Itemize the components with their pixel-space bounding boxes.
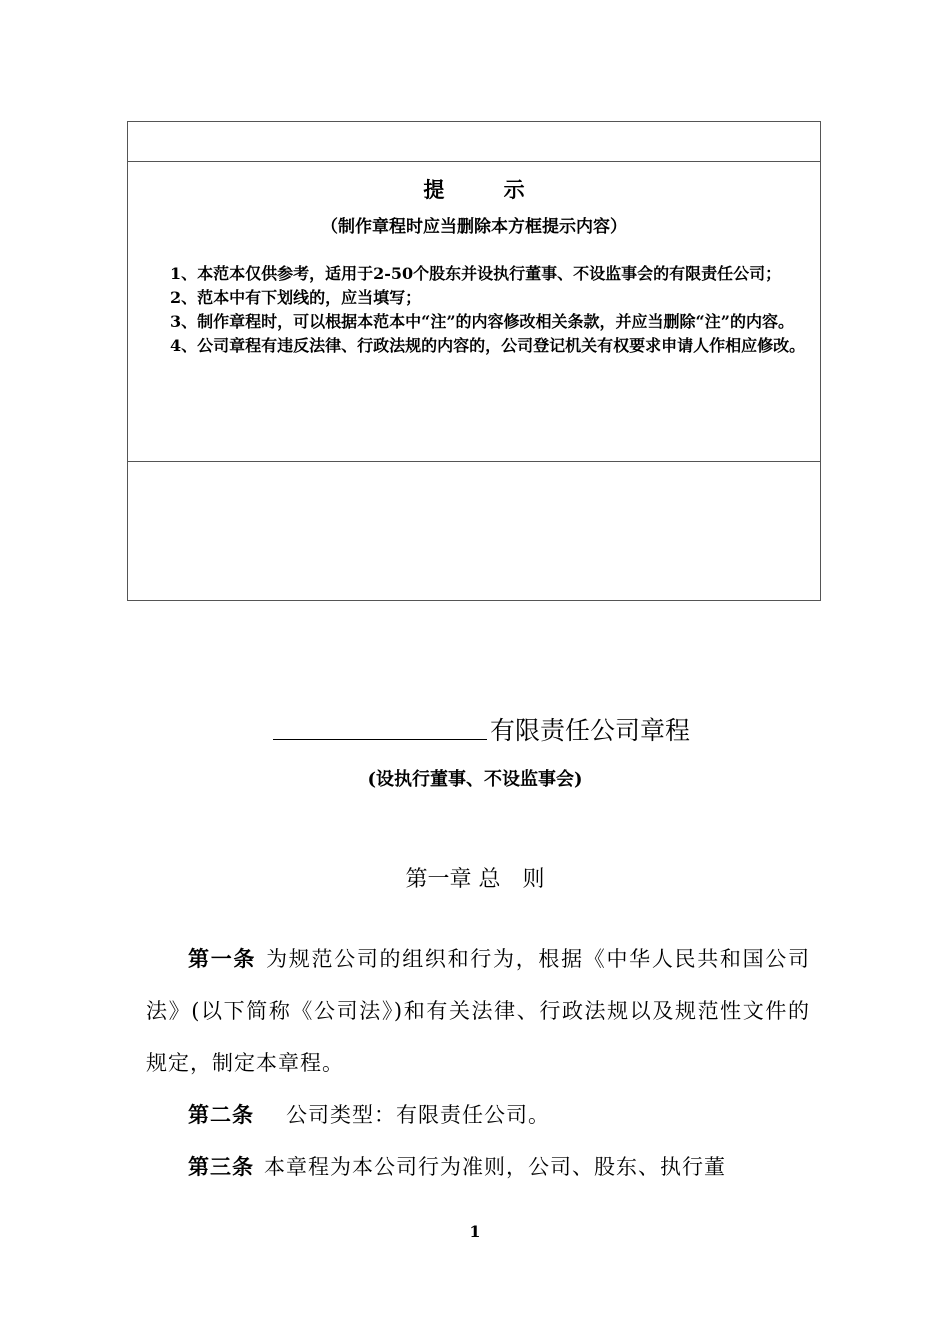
document-subtitle: (设执行董事、不设监事会) (367, 769, 583, 790)
articles (146, 933, 810, 1193)
notice-top-row (128, 122, 820, 162)
notice-list (138, 262, 814, 358)
article-text: 公司类型：有限责任公司。 (264, 1103, 550, 1127)
notice-box (127, 121, 821, 601)
article-1 (146, 933, 810, 1089)
notice-item: 4、公司章程有违反法律、行政法规的内容的，公司登记机关有权要求申请人作相应修改。 (170, 336, 806, 355)
article-label: 第一条 (188, 947, 257, 971)
document-title: 有限责任公司章程 (490, 716, 691, 745)
page-number: 1 (469, 1222, 481, 1241)
article-text: 为规范公司的组织和行为，根据《中华人民共和国公司法》(以下简称《公司法》)和有关法律、行政法规以及规范性文件的规定，制定本章程。 (146, 947, 810, 1075)
article-text: 本章程为本公司行为准则，公司、股东、执行董 (264, 1155, 726, 1179)
notice-item: 1、本范本仅供参考，适用于2-50个股东并设执行董事、不设监事会的有限责任公司； (170, 264, 782, 283)
notice-item: 2、范本中有下划线的，应当填写； (170, 288, 422, 307)
article-label: 第三条 (188, 1155, 254, 1179)
article-3 (146, 1141, 810, 1193)
notice-content-row (128, 162, 820, 462)
article-2 (146, 1089, 810, 1141)
notice-title: 提 示 (423, 177, 551, 202)
notice-item: 3、制作章程时，可以根据本范本中“注”的内容修改相关条款，并应当删除“注”的内容。 (170, 312, 794, 331)
company-name-blank (273, 709, 487, 740)
chapter-heading: 第一章 总 则 (405, 867, 545, 892)
article-label: 第二条 (188, 1103, 254, 1127)
notice-subtitle: （制作章程时应当删除本方框提示内容） (321, 217, 627, 237)
